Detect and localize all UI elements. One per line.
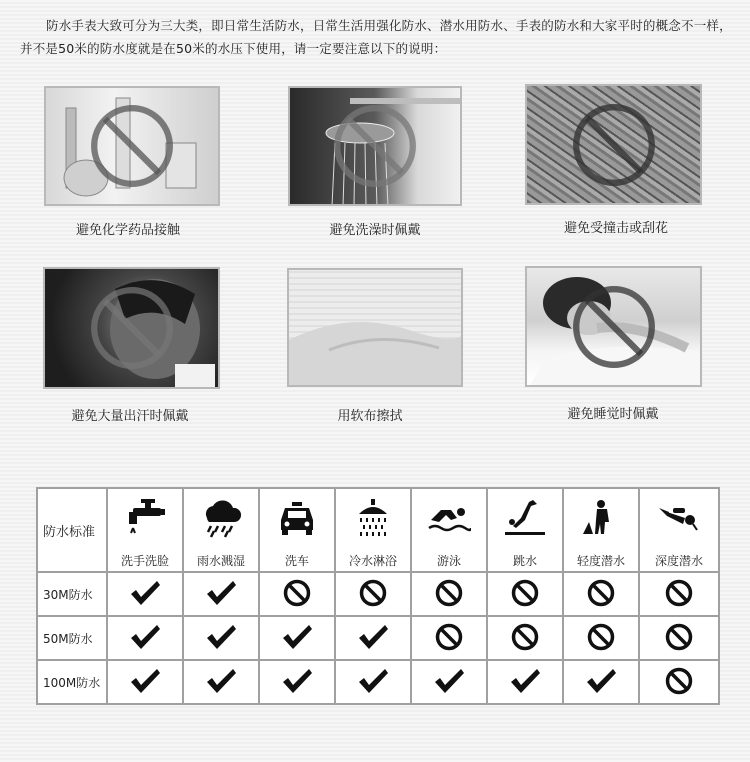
no-mark: [432, 578, 466, 608]
scuba-diver-icon: [657, 498, 701, 538]
no-mark: [508, 622, 542, 652]
caption-sleep: 避免睡觉时佩戴: [567, 407, 659, 422]
check-mark: [204, 666, 238, 696]
header-car-wash: [259, 488, 335, 572]
header-swimming: [411, 488, 487, 572]
checkmark-icon: [280, 666, 314, 696]
activity-label: 冷水淋浴: [348, 553, 397, 568]
no-mark: [280, 578, 314, 608]
cell: [335, 660, 411, 704]
check-mark: [356, 622, 390, 652]
checkmark-icon: [584, 666, 618, 696]
no-entry-icon: [87, 101, 177, 191]
checkmark-icon: [128, 578, 162, 608]
cell: [563, 660, 639, 704]
prohibited-icon: [664, 578, 694, 608]
cell: [411, 660, 487, 704]
row-label: 100M防水: [37, 660, 107, 704]
checkmark-icon: [128, 622, 162, 652]
row-label: 50M防水: [37, 616, 107, 660]
header-standard: 防水标准: [37, 488, 107, 572]
photo-scratch: [525, 84, 702, 205]
no-mark: [356, 578, 390, 608]
check-mark: [128, 622, 162, 652]
header-snorkeling: [563, 488, 639, 572]
car-icon: [275, 498, 319, 538]
cell: [487, 572, 563, 616]
photo-soft-cloth: [287, 268, 463, 387]
shower-icon: [351, 498, 395, 538]
caption-soft-cloth: 用软布擦拭: [337, 409, 403, 424]
checkmark-icon: [508, 666, 542, 696]
check-mark: [584, 666, 618, 696]
checkmark-icon: [204, 622, 238, 652]
row-label: 30M防水: [37, 572, 107, 616]
checkmark-icon: [356, 666, 390, 696]
no-mark: [584, 622, 618, 652]
check-mark: [508, 666, 542, 696]
activity-label: 轻度潜水: [576, 553, 625, 568]
prohibited-icon: [510, 578, 540, 608]
header-scuba: [639, 488, 719, 572]
cell: [563, 616, 639, 660]
check-mark: [128, 666, 162, 696]
table-header-row: [37, 488, 719, 572]
swimmer-icon: [427, 498, 471, 538]
photo-sweat: [43, 267, 220, 389]
checkmark-icon: [128, 666, 162, 696]
cell: [639, 660, 719, 704]
cell: [107, 616, 183, 660]
cell: [107, 572, 183, 616]
photo-shower: [288, 86, 462, 206]
no-mark: [432, 622, 466, 652]
cell: [639, 572, 719, 616]
cell: [411, 616, 487, 660]
table-row: [37, 660, 719, 704]
check-mark: [280, 666, 314, 696]
header-shower: [335, 488, 411, 572]
no-mark: [662, 622, 696, 652]
faucet-icon: [123, 498, 167, 538]
no-mark: [662, 666, 696, 696]
photo-chemicals: [44, 86, 220, 206]
prohibited-icon: [586, 578, 616, 608]
water-resistance-table: [36, 487, 720, 705]
diver-jump-icon: [503, 498, 547, 538]
check-mark: [356, 666, 390, 696]
intro-text: 防水手表大致可分为三大类，即日常生活防水，日常生活用强化防水、潜水用防水、手表的防水和大家平时的概念不一样，并不是50米的防水度就是在50米的水压下使用，请一定要注意以下的说明：: [20, 18, 732, 56]
no-mark: [662, 578, 696, 608]
activity-label: 深度潜水: [654, 553, 703, 568]
prohibited-icon: [510, 622, 540, 652]
header-wash-hands: [107, 488, 183, 572]
cell: [259, 660, 335, 704]
prohibited-icon: [664, 666, 694, 696]
cell: [639, 616, 719, 660]
no-mark: [584, 578, 618, 608]
header-rain: [183, 488, 259, 572]
prohibited-icon: [358, 578, 388, 608]
cell: [563, 572, 639, 616]
checkmark-icon: [432, 666, 466, 696]
table-row: [37, 616, 719, 660]
cell: [487, 616, 563, 660]
cell: [411, 572, 487, 616]
activity-label: 雨水溅湿: [196, 553, 245, 568]
checkmark-icon: [356, 622, 390, 652]
cell: [335, 572, 411, 616]
checkmark-icon: [204, 578, 238, 608]
prohibited-icon: [586, 622, 616, 652]
activity-label: 游泳: [436, 553, 461, 568]
activity-label: 洗手洗脸: [120, 553, 169, 568]
cell: [183, 660, 259, 704]
checkmark-icon: [280, 622, 314, 652]
cell: [183, 616, 259, 660]
cell: [183, 572, 259, 616]
cell: [259, 572, 335, 616]
towel-image: [289, 270, 463, 387]
check-mark: [204, 578, 238, 608]
activity-label: 跳水: [512, 553, 537, 568]
prohibited-icon: [282, 578, 312, 608]
header-diving: [487, 488, 563, 572]
table-row: [37, 572, 719, 616]
no-entry-icon: [330, 101, 420, 191]
prohibited-icon: [664, 622, 694, 652]
photo-sleep: [525, 266, 702, 387]
checkmark-icon: [204, 666, 238, 696]
no-entry-icon: [569, 282, 659, 372]
no-mark: [508, 578, 542, 608]
no-entry-icon: [87, 283, 177, 373]
cell: [259, 616, 335, 660]
cell: [487, 660, 563, 704]
caption-chemicals: 避免化学药品接触: [75, 223, 180, 238]
cell: [335, 616, 411, 660]
caption-scratch: 避免受撞击或刮花: [563, 221, 668, 236]
cell: [107, 660, 183, 704]
prohibited-icon: [434, 622, 464, 652]
caption-shower: 避免洗澡时佩戴: [329, 223, 421, 238]
snorkel-diver-icon: [579, 498, 623, 538]
no-entry-icon: [569, 100, 659, 190]
check-mark: [432, 666, 466, 696]
activity-label: 洗车: [284, 553, 309, 568]
prohibited-icon: [434, 578, 464, 608]
rain-cloud-icon: [199, 498, 243, 538]
caption-sweat: 避免大量出汗时佩戴: [71, 409, 189, 424]
check-mark: [204, 622, 238, 652]
check-mark: [280, 622, 314, 652]
check-mark: [128, 578, 162, 608]
